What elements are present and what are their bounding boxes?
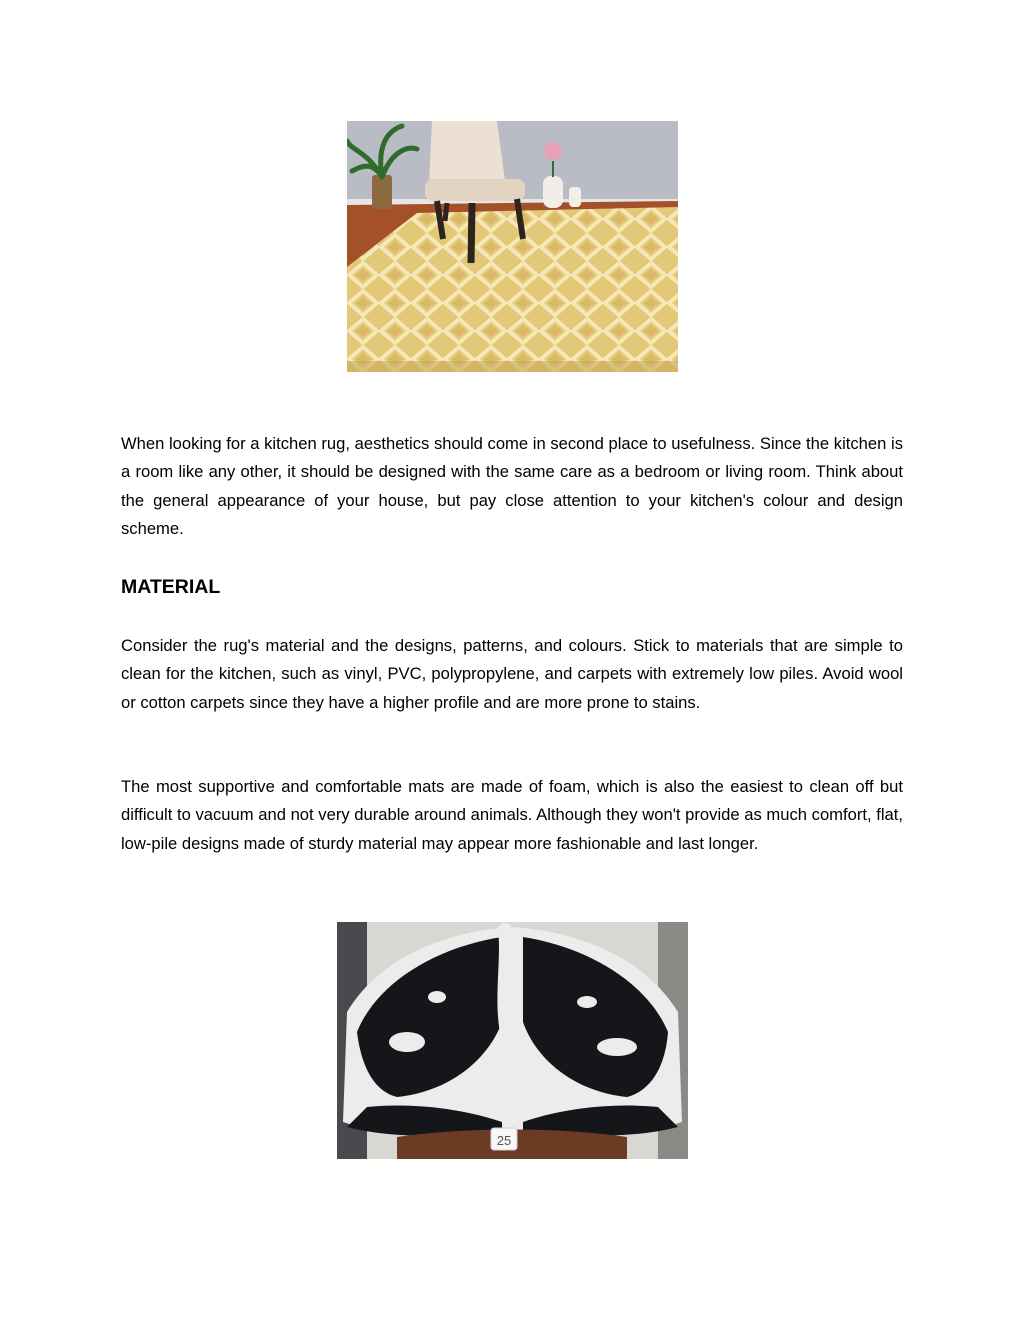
material-paragraph: Consider the rug's material and the designs, patterns, and colours. Stick to materials that are simple to clean for the kitchen, such as vinyl, PVC, polypropylene, and carpets with extremely low piles. Avoid wool or cotton carpets since they have a higher profile and are more prone to stains. — [121, 636, 903, 712]
rug-photo — [347, 121, 678, 372]
rug-photo-illustration — [347, 121, 678, 372]
cowhide-photo — [337, 922, 688, 1159]
cowhide-tag-label: 25 — [496, 1133, 512, 1148]
foam-paragraph: The most supportive and comfortable mats are made of foam, which is also the easiest to clean off but difficult to vacuum and not very durable around animals. Although they won't provide as much comfort, flat, low-pile designs made of sturdy material may appear more fashionable and last longer. — [121, 777, 903, 853]
cowhide-photo-illustration — [337, 922, 688, 1159]
intro-paragraph: When looking for a kitchen rug, aesthetics should come in second place to usefulness. Since the kitchen is a room like any other, it should be designed with the same care as a bedroom or living room. Think about the general appearance of your house, but pay close attention to your kitchen's colour and design scheme. — [121, 434, 903, 538]
section-heading-material: MATERIAL — [121, 576, 221, 598]
